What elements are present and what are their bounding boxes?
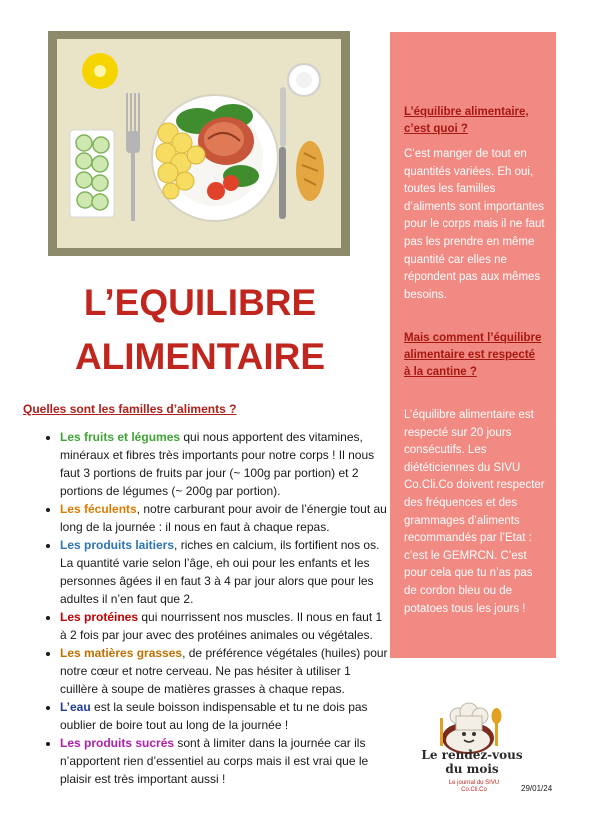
- knife-icon: [279, 87, 286, 219]
- logo-subtitle: [432, 780, 516, 794]
- list-item: [60, 644, 390, 698]
- list-item: [60, 698, 390, 734]
- list-item: [60, 500, 390, 536]
- list-item: [60, 734, 390, 788]
- info-sidebar: [390, 32, 556, 658]
- logo-subtitle-line2: Co.Cli.Co: [461, 787, 487, 793]
- sidebar-paragraph-1: C’est manger de tout en quantités variées. Eh oui, toutes les familles d’aliments sont importantes pour le corps mais il ne faut pas les prendre en même quantité car elles ne répondent pas aux mêmes besoins.: [404, 148, 545, 301]
- family-description: , de préférence végétales (huiles) pour notre cœur et notre cerveau. Ne pas hésiter à utiliser 1 cuillère à soupe de matières grasses à chaque repas.: [60, 646, 388, 696]
- page-title-line2: ALIMENTAIRE: [74, 336, 326, 377]
- logo-title-line2: du mois: [445, 762, 499, 776]
- list-item: [60, 608, 390, 644]
- list-item: [60, 536, 390, 608]
- sidebar-paragraph-2: L’équilibre alimentaire est respecté sur 20 jours consécutifs. Les diététiciennes du SIVU Co.Cli.Co doivent respecter des fréquences et des grammages d’aliments recommandés par l’Etat : c’est le GEMRCN. C’est pour cela que tu n’as pas de cordon bleu ou de potatoes tous les jours !: [404, 409, 545, 615]
- logo-title-line1: Le rendez-vous: [421, 748, 523, 762]
- family-name: Les féculents: [60, 502, 137, 516]
- family-description: qui nourrissent nos muscles. Il nous en faut 1 à 2 fois par jour avec des protéines animales ou végétales.: [60, 610, 383, 642]
- family-name: Les fruits et légumes: [60, 430, 181, 444]
- logo-title: [412, 748, 532, 776]
- family-description: est la seule boisson indispensable et tu ne dois pas oublier de boire tout au long de la journée !: [60, 700, 368, 732]
- family-name: Les produits sucrés: [60, 736, 175, 750]
- family-name: Les matières grasses: [60, 646, 183, 660]
- list-item: [60, 428, 390, 500]
- issue-date: 29/01/24: [521, 784, 553, 793]
- family-name: Les protéines: [60, 610, 139, 624]
- family-description: , notre carburant pour avoir de l’énergie tout au long de la journée : il nous en faut à chaque repas.: [60, 502, 387, 534]
- logo-subtitle-line1: Le journal du SIVU: [448, 780, 500, 786]
- family-description: , riches en calcium, ils fortifient nos os. La quantité varie selon l’âge, eh oui pour les enfants et les personnes âgées il en faut 3 à 4 par jour alors que pour les adultes il n’en faut que 2.: [60, 538, 380, 606]
- page-title-line1: L’EQUILIBRE: [83, 282, 317, 323]
- meal-tray-illustration: [48, 31, 350, 256]
- family-description: qui nous apportent des vitamines, minéraux et fibres très importants pour notre corps ! Il nous faut 3 portions de fruits par jour (~ 100g par portion) et 2 portions de légumes (~ 200g par portion).: [60, 430, 375, 498]
- food-families-list: [42, 428, 390, 788]
- family-description: sont à limiter dans la journée car ils n’apportent rien d’essentiel au corps mais il est vrai que le plaisir est très important aussi !: [60, 736, 369, 786]
- sidebar-heading-2: Mais comment l’équilibre alimentaire est respecté à la cantine ?: [404, 332, 542, 378]
- bread-roll: [296, 141, 324, 201]
- sidebar-heading-1: L’équilibre alimentaire, c’est quoi ?: [404, 106, 529, 135]
- family-name: L’eau: [60, 700, 91, 714]
- families-heading: Quelles sont les familles d’aliments ?: [23, 402, 237, 416]
- family-name: Les produits laitiers: [60, 538, 175, 552]
